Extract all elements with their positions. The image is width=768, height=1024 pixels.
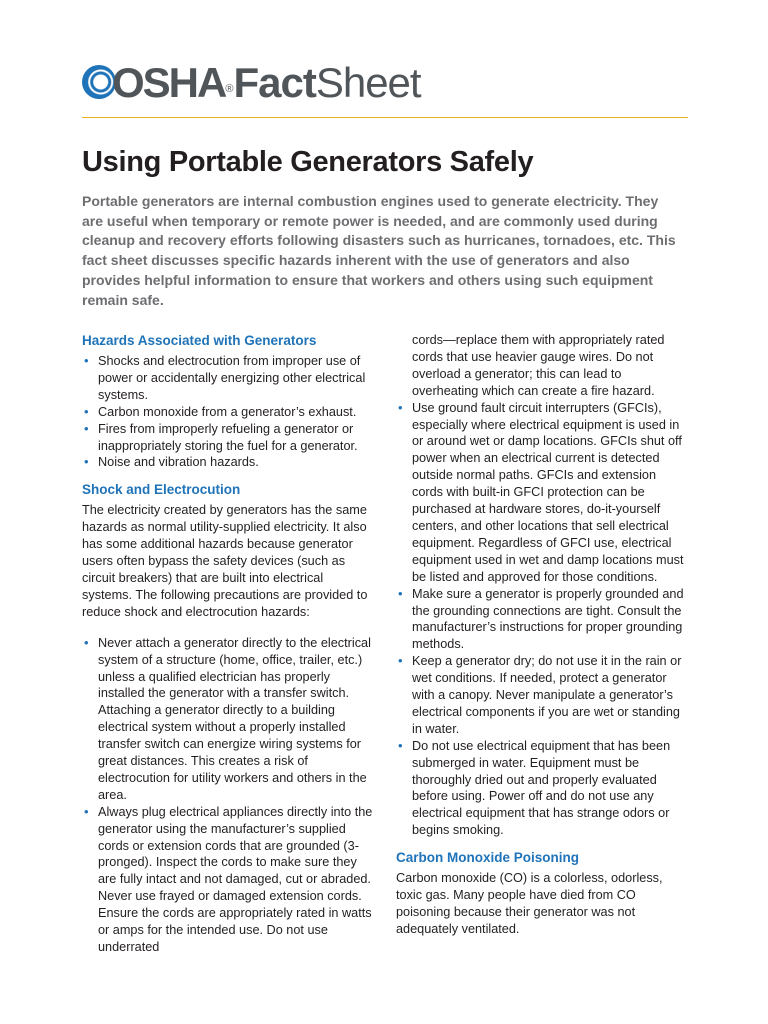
osha-fact-sheet-logo — [82, 60, 682, 106]
list-item: • Make sure a generator is properly grounded and the grounding connections are tight. Consult the manufacturer’s instructions for proper grounding methods. — [396, 586, 688, 654]
shock-heading: Shock and Electrocution — [82, 482, 241, 498]
list-item: • Use ground fault circuit interrupters (GFCIs), especially where electrical equipment is used in or around wet or damp locations. GFCIs shut off power when an electrical current is detected outside normal paths. GFCIs and extension cords with built-in GFCI protection can be purchased at hardware stores, do-it-yourself centers, and other locations that sell electrical equipment. Regardless of GFCI use, electrical equipment used in wet and damp locations must be listed and approved for those conditions. — [396, 400, 688, 586]
shock-item-continued: cords—replace them with appropriately rated cords that use heavier gauge wires. Do not overload a generator; this can lead to overheating which can create a fire hazard. — [412, 333, 665, 398]
shock-precautions-list-continued — [396, 400, 688, 840]
shock-paragraph: The electricity created by generators has the same hazards as normal utility-supplied electricity. It also has some additional hazards because generator users often bypass the safety devices (such as circuit breakers) that are built into electrical systems. The following precautions are provided to reduce shock and electrocution hazards: — [82, 503, 368, 619]
osha-logo-icon — [82, 65, 116, 99]
hazards-list — [82, 353, 376, 471]
intro-paragraph: Portable generators are internal combustion engines used to generate electricity. They are useful when temporary or remote power is needed, and are commonly used during cleanup and recovery efforts following disasters such as hurricanes, tornadoes, etc. This fact sheet discusses specific hazards inherent with the use of generators and also provides helpful information to ensure that workers and others using such equipment remain safe. — [82, 193, 676, 308]
list-item: • Do not use electrical equipment that has been submerged in water. Equipment must be thoroughly dried out and properly evaluated before using. Power off and do not use any electrical equipment that has strange odors or begins smoking. — [396, 738, 688, 839]
shock-precautions-list — [82, 635, 376, 956]
hazards-heading: Hazards Associated with Generators — [82, 333, 317, 348]
list-item: • Never attach a generator directly to the electrical system of a structure (home, office, trailer, etc.) unless a qualified electrician has properly installed the generator with a transfer switch. Attaching a generator directly to a building electrical system without a properly installed transfer switch can energize wiring systems for great distances. This creates a risk of electrocution for utility workers and others in the area. — [82, 635, 376, 804]
list-item: • Shocks and electrocution from improper use of power or accidentally energizing other electrical systems. — [82, 353, 376, 404]
list-item: • Carbon monoxide from a generator’s exhaust. — [82, 404, 376, 421]
logo-wordmark — [112, 60, 421, 106]
list-item: • Fires from improperly refueling a generator or inappropriately storing the fuel for a generator. — [82, 421, 376, 455]
left-column — [82, 332, 376, 956]
logo-fact: Fact — [233, 59, 316, 106]
logo-osha: OSHA — [112, 59, 226, 106]
list-item: • Noise and vibration hazards. — [82, 454, 376, 471]
right-column — [396, 332, 688, 938]
list-item: • Always plug electrical appliances directly into the generator using the manufacturer’s supplied cords or extension cords that are grounded (3-pronged). Inspect the cords to make sure they are fully intact and not damaged, cut or abraded. Never use frayed or damaged extension cords. Ensure the cords are appropriately rated in watts or amps for the intended use. Do not use underrated — [82, 804, 376, 956]
header-divider — [82, 117, 688, 118]
co-heading: Carbon Monoxide Poisoning — [396, 850, 579, 866]
co-paragraph: Carbon monoxide (CO) is a colorless, odorless, toxic gas. Many people have died from CO poisoning because their generator was not adequately ventilated. — [396, 871, 663, 936]
logo-registered-mark: ® — [225, 83, 234, 95]
page-title: Using Portable Generators Safely — [82, 146, 534, 178]
logo-sheet: Sheet — [315, 59, 421, 106]
list-item: • Keep a generator dry; do not use it in the rain or wet conditions. If needed, protect a generator with a canopy. Never manipulate a generator’s electrical components if you are wet or standing in water. — [396, 653, 688, 738]
